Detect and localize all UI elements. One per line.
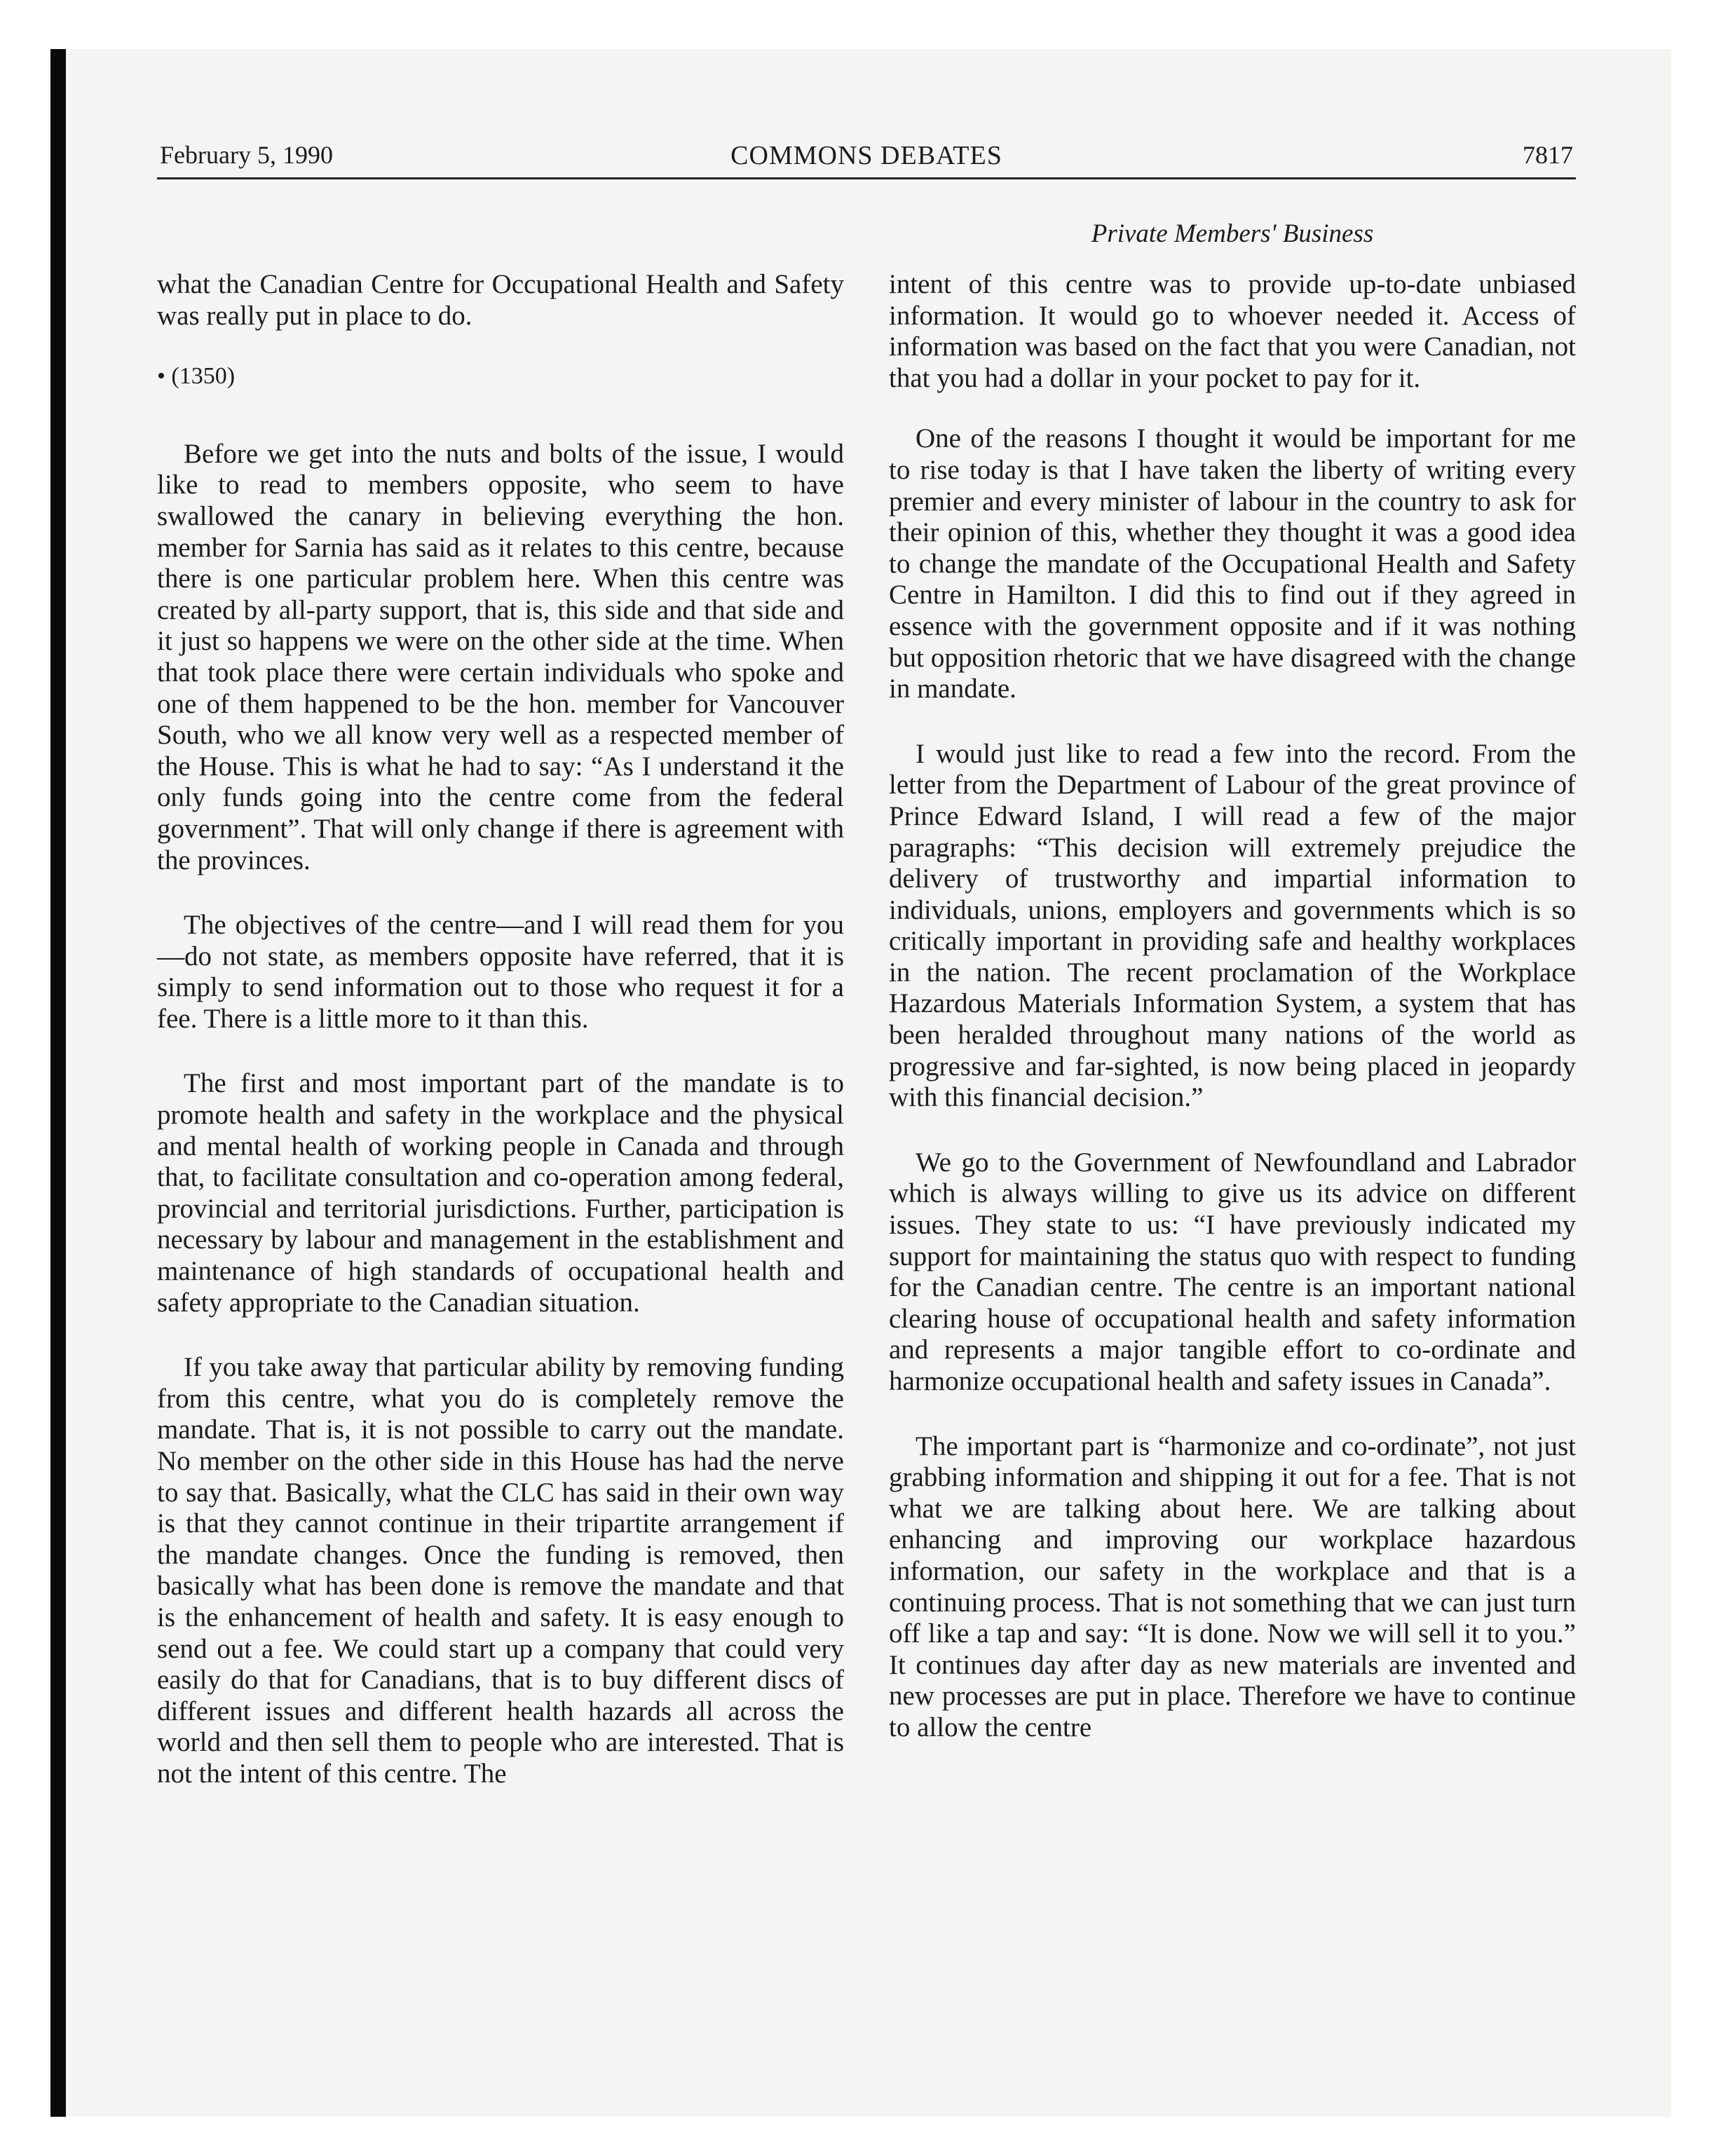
right-column [889,269,1576,1778]
header-rule [157,177,1576,179]
header-title: COMMONS DEBATES [730,141,1002,170]
running-header [157,137,1576,179]
paragraph: One of the reasons I thought it would be important for me to rise today is that I have taken the liberty of writing every premier and every minister of labour in the country to ask for their opinion of this, whether they thought it was a good idea to change the mandate of the Occupational Health and Safety Centre in Hamilton. I did this to find out if they agreed in essence with the government opposite and if it was nothing but opposition rhetoric that we have disagreed with the change in mandate. [889,423,1576,704]
paragraph: intent of this centre was to provide up-to-date unbiased information. It would go to whoever needed it. Access of information was based on the fact that you were Canadian, not that you had a dollar in your pocket to pay for it. [889,269,1576,393]
paragraph: I would just like to read a few into the record. From the letter from the Department of Labour of the great province of Prince Edward Island, I will read a few of the major paragraphs: “This decision will extremely prejudice the delivery of trustworthy and impartial information to individuals, unions, employers and governments which is so critically important in providing safe and healthy workplaces in the nation. The recent proclamation of the Workplace Hazardous Materials Information System, a system that has been heralded throughout many nations of the world as progressive and far-sighted, is now being placed in jeopardy with this financial decision.” [889,738,1576,1113]
page-number: 7817 [1523,141,1573,169]
header-date: February 5, 1990 [160,141,333,169]
paragraph: If you take away that particular ability by removing funding from this centre, what you do is completely remove the mandate. That is, it is not possible to carry out the mandate. No member on the other side in this House has had the nerve to say that. Basically, what the CLC has said in their own way is that they cannot continue in their tripartite arrangement if the mandate changes. Once the funding is removed, then basically what has been done is remove the mandate and that is the enhancement of health and safety. It is easy enough to send out a fee. We could start up a company that could very easily do that for Canadians, that is to buy different discs of different issues and different health hazards all across the world and then sell them to people who are interested. That is not the intent of this centre. The [157,1352,844,1789]
paragraph: The objectives of the centre—and I will read them for you—do not state, as members opposite have referred, that it is simply to send information out to those who request it for a fee. There is a little more to it than this. [157,910,844,1034]
paragraph: The first and most important part of the mandate is to promote health and safety in the workplace and the physical and mental health of working people in Canada and through that, to facilitate consultation and co-operation among federal, provincial and territorial jurisdictions. Further, participation is necessary by labour and management in the establishment and maintenance of high standards of occupational health and safety appropriate to the Canadian situation. [157,1068,844,1318]
section-heading: Private Members' Business [1091,219,1374,248]
paragraph: Before we get into the nuts and bolts of the issue, I would like to read to members opposite, who seem to have swallowed the canary in believing everything the hon. member for Sarnia has said as it relates to this centre, because there is one particular problem here. When this centre was created by all-party support, that is, this side and that side and it just so happens we were on the other side at the time. When that took place there were certain individuals who spoke and one of them happened to be the hon. member for Vancouver South, who we all know very well as a respected member of the House. This is what he had to say: “As I understand it the only funds going into the centre come from the federal government”. That will only change if there is agreement with the provinces. [157,438,844,875]
paragraph: We go to the Government of Newfoundland and Labrador which is always willing to give us its advice on different issues. They state to us: “I have previously indicated my support for maintaining the status quo with respect to funding for the Canadian centre. The centre is an important national clearing house of occupational health and safety information and represents a major tangible effort to co-ordinate and harmonize occupational health and safety issues in Canada”. [889,1147,1576,1396]
scan-border [50,49,66,2117]
paragraph: what the Canadian Centre for Occupational Health and Safety was really put in place to do. [157,269,844,331]
time-marker: • (1350) [157,363,236,390]
paragraph: The important part is “harmonize and co-ordinate”, not just grabbing information and shipping it out for a fee. That is not what we are talking about here. We are talking about enhancing and improving our workplace hazardous information, our safety in the workplace and that is a continuing process. That is not something that we can just turn off like a tap and say: “It is done. Now we will sell it to you.” It continues day after day as new materials are invented and new processes are put in place. Therefore we have to continue to allow the centre [889,1431,1576,1742]
left-column [157,269,844,1824]
